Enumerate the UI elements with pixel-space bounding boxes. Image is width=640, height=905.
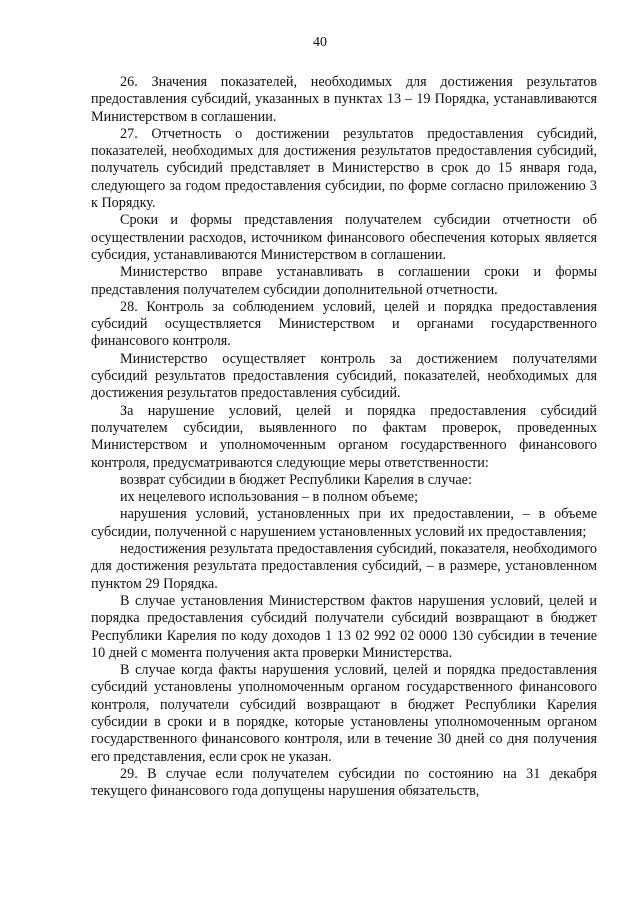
paragraph-28: 28. Контроль за соблюдением условий, целей и порядка предоставления субсидий осуществляется Министерством и органами государственного финансового контроля.: [91, 298, 597, 350]
paragraph-refund-cases: возврат субсидии в бюджет Республики Карелия в случае:: [120, 471, 472, 488]
page-number: 40: [313, 35, 327, 50]
paragraph-29: 29. В случае если получателем субсидии по состоянию на 31 декабря текущего финансового года допущены нарушения обязательств,: [91, 765, 597, 800]
paragraph-non-achievement: недостижения результата предоставления субсидий, показателя, необходимого для достижения результата предоставления субсидий, – в размере, установленном пунктом 29 Порядка.: [91, 541, 597, 592]
paragraph-control-body-refund: В случае когда факты нарушения условий, целей и порядка предоставления субсидий установлены уполномоченным органом государственного финансового контроля, получатели субсидий возвращают в бюджет Республики Карелия субсидии в сроки и в порядке, которые установлены уполномоченным органом государственного финансового контроля, или в течение 30 дней со дня получения его представления, если срок не указан.: [91, 662, 597, 765]
paragraph-additional-reporting: Министерство вправе устанавливать в соглашении сроки и формы представления получателем субсидии дополнительной отчетности.: [91, 264, 597, 298]
paragraph-ministry-refund: В случае установления Министерством фактов нарушения условий, целей и порядка предоставления субсидий получатели субсидий возвращают в бюджет Республики Карелия по коду доходов 1 13 02 992 02 0000 130 субсидии в течение 10 дней с момента получения акта проверки Министерства.: [91, 592, 597, 661]
paragraph-27: 27. Отчетность о достижении результатов предоставления субсидий, показателей, необходимых для достижения результатов предоставления субсидий, получатель субсидий представляет в Министерство в срок до 15 января года, следующего за годом предоставления субсидии, по форме согласно приложению 3 к Порядку.: [91, 125, 597, 212]
paragraph-misuse: их нецелевого использования – в полном объеме;: [120, 489, 419, 506]
paragraph-reporting-terms: Сроки и формы представления получателем субсидии отчетности об осуществлении расходов, источником финансового обеспечения которых является субсидия, устанавливаются Министерством в соглашении.: [91, 212, 597, 263]
paragraph-violation-conditions: нарушения условий, установленных при их предоставлении, – в объеме субсидии, полученной с нарушением установленных условий их предоставления;: [91, 506, 597, 540]
document-body: [91, 74, 597, 800]
paragraph-ministry-control: Министерство осуществляет контроль за достижением получателями субсидий результатов предоставления субсидий, показателей, необходимых для достижения результатов предоставления субсидий.: [91, 350, 597, 402]
paragraph-26: 26. Значения показателей, необходимых для достижения результатов предоставления субсидий, указанных в пунктах 13 – 19 Порядка, устанавливаются Министерством в соглашении.: [91, 74, 597, 125]
paragraph-liability-measures: За нарушение условий, целей и порядка предоставления субсидий получателем субсидии, выявленного по фактам проверок, проведенных Министерством и уполномоченным органом государственного финансового контроля, предусматриваются следующие меры ответственности:: [91, 402, 597, 471]
